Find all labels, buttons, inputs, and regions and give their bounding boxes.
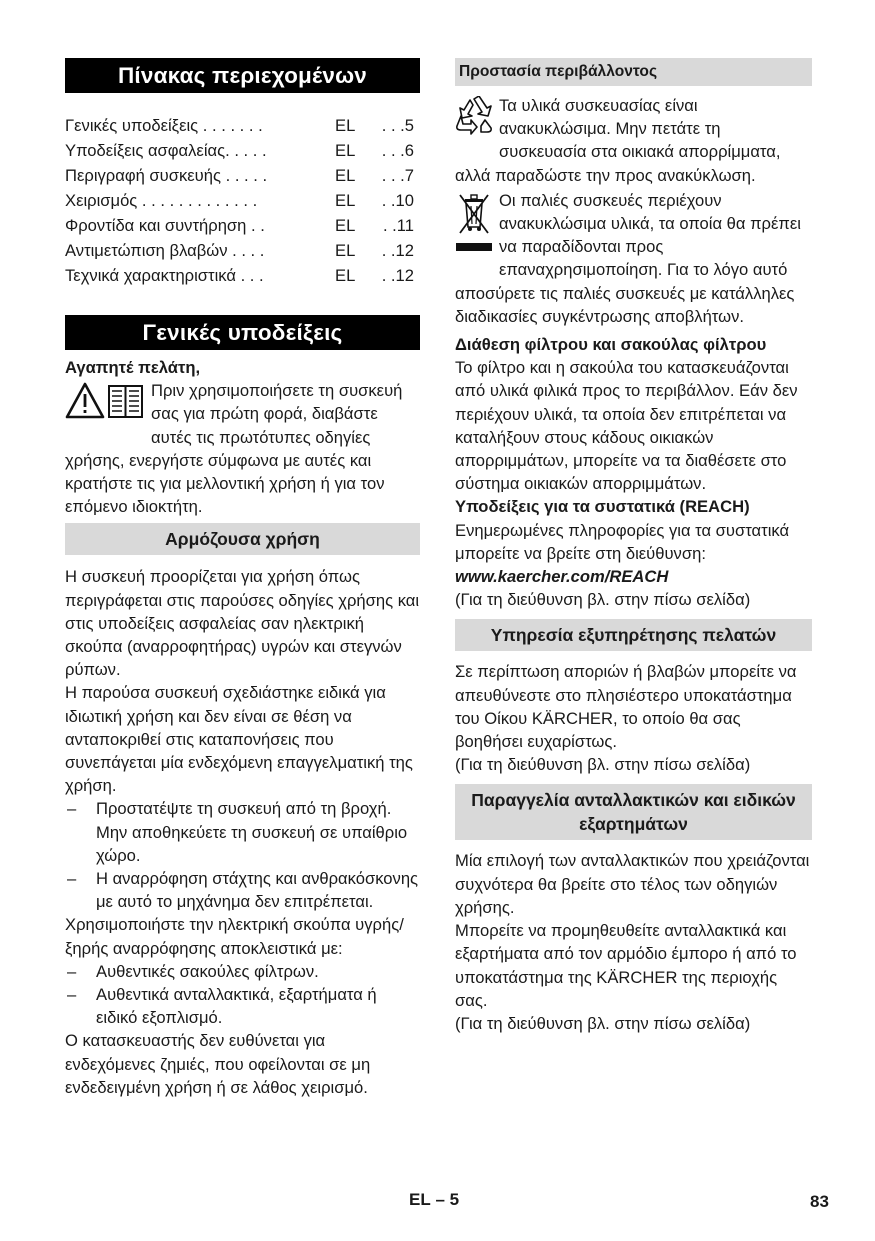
general-notes-title: Γενικές υποδείξεις: [65, 315, 420, 350]
toc-entry[interactable]: [65, 188, 420, 213]
toc-entry-lang: EL: [335, 216, 356, 235]
toc-entry[interactable]: [65, 113, 420, 138]
salutation: Αγαπητέ πελάτη,: [65, 358, 201, 377]
toc-entry[interactable]: [65, 138, 420, 163]
toc-entry[interactable]: [65, 213, 420, 238]
toc-entry-name: Χειρισμός . . . . . . . . . . . . .: [65, 191, 258, 210]
reach-heading: Υποδείξεις για τα συστατικά (REACH): [455, 497, 750, 517]
proper-use-title: Αρμόζουσα χρήση: [65, 523, 420, 555]
reach-note: (Για τη διεύθυνση βλ. στην πίσω σελίδα): [455, 590, 751, 610]
right-column: [455, 58, 812, 1035]
old-devices-text: Οι παλιές συσκευές περιέχουν ανακυκλώσιμα υλικά, τα οποία θα πρέπει να παραδίδονται προς επαναχρησιμοποίηση. Για το λόγο αυτό αποσύρετε τις παλιές συσκευές με κατάλληλες διαδικασίες συγκέντρωσης αποβλήτων.: [455, 190, 801, 326]
list-item: – Αυθεντικά ανταλλακτικά, εξαρτήματα ή ειδικό εξοπλισμό.: [67, 985, 377, 1028]
toc-entry-name: Περιγραφή συσκευής . . . . .: [65, 166, 268, 185]
list-item: – Αυθεντικές σακούλες φίλτρων.: [67, 961, 319, 981]
toc-entry-page: . .12: [381, 266, 414, 285]
list-item: – Προστατέψτε τη συσκευή από τη βροχή. Μην αποθηκεύετε τη συσκευή σε υπαίθριο χώρο.: [67, 799, 408, 865]
toc-entry[interactable]: [65, 238, 420, 263]
toc-entry-lang: EL: [335, 266, 356, 285]
toc-entry-lang: EL: [335, 241, 356, 260]
page-number: 83: [810, 1192, 829, 1211]
crossed-bin-icon: [455, 191, 493, 259]
proper-use-p2: Η παρούσα συσκευή σχεδιάστηκε ειδικά για ιδιωτική χρήση και δεν είναι σε θέση να ανταποκριθεί στις καταπονήσεις που συνεπάγεται μία ενδεχόμενη επαγγελματική της χρήση.: [65, 683, 413, 796]
toc-entry-lang: EL: [335, 166, 356, 185]
list-item: – Η αναρρόφηση στάχτης και ανθρακόσκονης με αυτό το μηχάνημα δεν επιτρέπεται.: [67, 869, 419, 912]
toc-entry-name: Φροντίδα και συντήρηση . .: [65, 216, 265, 235]
spare-parts-p2: Μπορείτε να προμηθευθείτε ανταλλακτικά και εξαρτήματα από τον αρμόδιο έμπορο ή από το υποκατάστημα της KÄRCHER της περιοχής σας.: [455, 921, 797, 1010]
customer-service-text: Σε περίπτωση αποριών ή βλαβών μπορείτε να απευθύνεστε στο πλησιέστερο υποκατάστημα του Οίκου KÄRCHER, το οποίο θα σας βοηθήσει ευχαρίστως.: [455, 662, 797, 752]
table-of-contents: [65, 113, 420, 288]
reach-text: Ενημερωμένες πληροφορίες για τα συστατικά μπορείτε να βρείτε στη διεύθυνση:: [455, 520, 790, 563]
toc-entry-lang: EL: [335, 116, 356, 135]
toc-entry-name: Υποδείξεις ασφαλείας. . . . .: [65, 141, 267, 160]
spare-parts-note: (Για τη διεύθυνση βλ. στην πίσω σελίδα): [455, 1013, 751, 1033]
recycling-icon: [455, 96, 493, 142]
customer-service-note: (Για τη διεύθυνση βλ. στην πίσω σελίδα): [455, 755, 751, 775]
spare-parts-title: Παραγγελία ανταλλακτικών και ειδικών εξαρτημάτων: [455, 784, 812, 840]
toc-entry-name: Γενικές υποδείξεις . . . . . . .: [65, 116, 263, 135]
packaging-text: Τα υλικά συσκευασίας είναι ανακυκλώσιμα. Μην πετάτε τη συσκευασία στα οικιακά απορρίμματα, αλλά παραδώστε την προς ανακύκλωση.: [455, 96, 781, 185]
toc-entry[interactable]: [65, 263, 420, 288]
toc-entry-page: . .11: [382, 216, 414, 235]
spare-parts-p1: Μία επιλογή των ανταλλακτικών που χρειάζονται συχνότερα θα βρείτε στο τέλος των οδηγιών χρήσης.: [455, 851, 810, 917]
toc-entry-page: . . .6: [381, 141, 414, 160]
filter-text: Το φίλτρο και η σακούλα του κατασκευάζονται από υλικά φιλικά προς το περιβάλλον. Εάν δεν περιέχουν υλικά, τα οποία δεν επιτρέπεται να καταλήξουν στους κάδους οικιακών απορριμμάτων, μπορείτε να τα διαθέσετε στο σύστημα οικιακών απορριμμάτων.: [455, 358, 798, 494]
toc-entry-name: Τεχνικά χαρακτηριστικά . . .: [65, 266, 264, 285]
toc-title: Πίνακας περιεχομένων: [65, 58, 420, 93]
toc-entry-page: . .12: [381, 241, 414, 260]
toc-entry-page: . .10: [381, 191, 414, 210]
intro-text: Πριν χρησιμοποιήσετε τη συσκευή σας για πρώτη φορά, διαβάστε αυτές τις πρωτότυπες οδηγίες χρήσης, ενεργήστε σύμφωνα με αυτές και κρατήστε τις για μελλοντική χρήση ή για τον επόμενο ιδιοκτήτη.: [65, 381, 403, 517]
toc-entry-name: Αντιμετώπιση βλαβών . . . .: [65, 241, 265, 260]
toc-entry-lang: EL: [335, 141, 356, 160]
proper-use-p4: Ο κατασκευαστής δεν ευθύνεται για ενδεχόμενες ζημιές, που οφείλονται σε μη ενδεδειγμένη χρήση ή σε λάθος χειρισμό.: [65, 1031, 371, 1097]
proper-use-p1: Η συσκευή προορίζεται για χρήση όπως περιγράφεται στις παρούσες οδηγίες χρήσης και στις υποδείξεις ασφαλείας σαν ηλεκτρική σκούπα (αναρροφητήρας) υγρών και στεγνών ρύπων.: [65, 567, 420, 680]
left-column: [65, 58, 420, 1099]
customer-service-title: Υπηρεσία εξυπηρέτησης πελατών: [455, 619, 812, 651]
toc-entry[interactable]: [65, 163, 420, 188]
filter-heading: Διάθεση φίλτρου και σακούλας φίλτρου: [455, 335, 767, 355]
toc-entry-page: . . .7: [381, 166, 414, 185]
toc-entry-page: . . .5: [381, 116, 414, 135]
warning-manual-icon: [65, 381, 145, 429]
reach-url-link[interactable]: www.kaercher.com/REACH: [455, 567, 669, 587]
footer-section: EL – 5: [409, 1190, 460, 1209]
proper-use-p3: Χρησιμοποιήστε την ηλεκτρική σκούπα υγρής/ξηρής αναρρόφησης αποκλειστικά με:: [65, 915, 404, 958]
toc-entry-lang: EL: [335, 191, 356, 210]
environment-title: Προστασία περιβάλλοντος: [455, 58, 812, 86]
